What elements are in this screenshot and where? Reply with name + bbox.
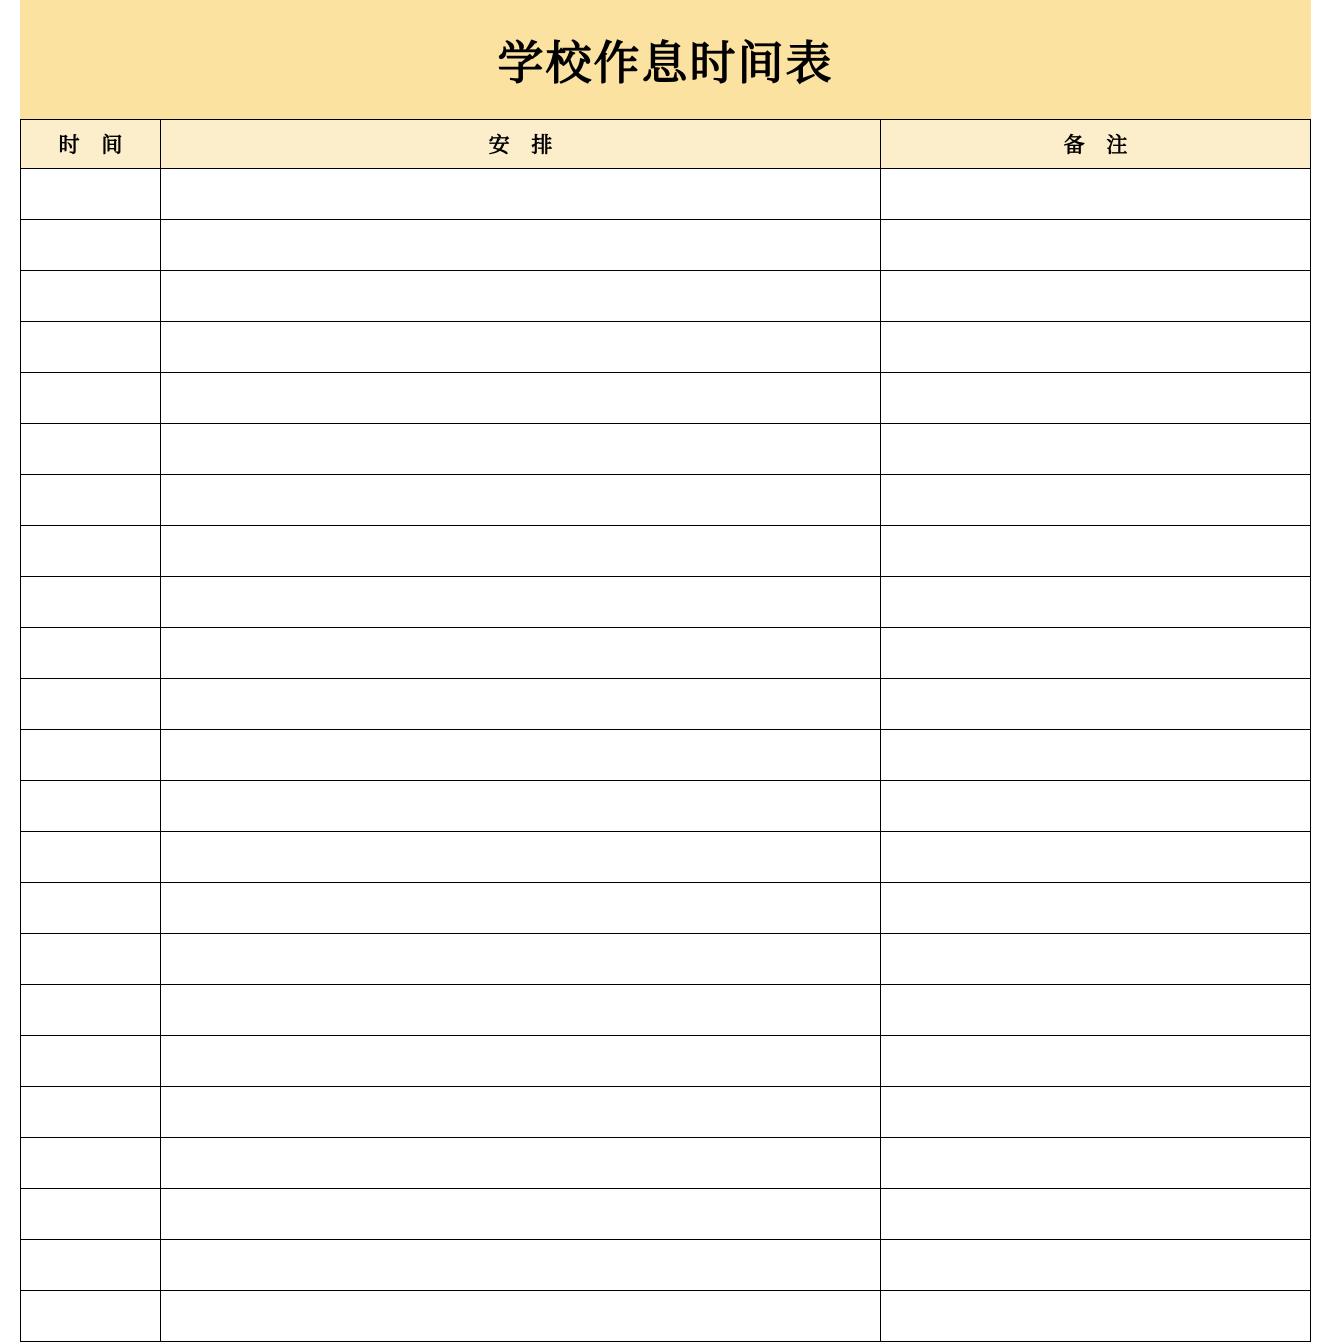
cell-plan[interactable] — [161, 475, 881, 526]
cell-time[interactable] — [21, 424, 161, 475]
cell-time[interactable] — [21, 781, 161, 832]
page-title: 学校作息时间表 — [21, 1, 1311, 120]
table-row — [21, 577, 1311, 628]
table-row — [21, 1291, 1311, 1342]
cell-plan[interactable] — [161, 679, 881, 730]
cell-note[interactable] — [881, 1291, 1311, 1342]
cell-time[interactable] — [21, 322, 161, 373]
cell-note[interactable] — [881, 781, 1311, 832]
cell-note[interactable] — [881, 679, 1311, 730]
cell-time[interactable] — [21, 271, 161, 322]
cell-note[interactable] — [881, 526, 1311, 577]
cell-time[interactable] — [21, 985, 161, 1036]
header-row — [21, 120, 1311, 169]
cell-plan[interactable] — [161, 832, 881, 883]
cell-note[interactable] — [881, 169, 1311, 220]
cell-note[interactable] — [881, 934, 1311, 985]
cell-note[interactable] — [881, 577, 1311, 628]
cell-plan[interactable] — [161, 985, 881, 1036]
cell-plan[interactable] — [161, 1240, 881, 1291]
cell-note[interactable] — [881, 628, 1311, 679]
timetable-body — [21, 1, 1311, 1342]
table-row — [21, 169, 1311, 220]
cell-plan[interactable] — [161, 1087, 881, 1138]
table-row — [21, 526, 1311, 577]
cell-note[interactable] — [881, 322, 1311, 373]
cell-plan[interactable] — [161, 271, 881, 322]
table-row — [21, 424, 1311, 475]
cell-plan[interactable] — [161, 322, 881, 373]
cell-plan[interactable] — [161, 220, 881, 271]
cell-time[interactable] — [21, 883, 161, 934]
cell-plan[interactable] — [161, 526, 881, 577]
cell-plan[interactable] — [161, 934, 881, 985]
table-row — [21, 475, 1311, 526]
cell-note[interactable] — [881, 1087, 1311, 1138]
cell-plan[interactable] — [161, 628, 881, 679]
cell-plan[interactable] — [161, 1291, 881, 1342]
table-row — [21, 1240, 1311, 1291]
cell-time[interactable] — [21, 373, 161, 424]
cell-plan[interactable] — [161, 1036, 881, 1087]
cell-time[interactable] — [21, 526, 161, 577]
cell-plan[interactable] — [161, 1189, 881, 1240]
cell-time[interactable] — [21, 1138, 161, 1189]
cell-note[interactable] — [881, 883, 1311, 934]
column-header-plan: 安 排 — [161, 120, 881, 169]
cell-note[interactable] — [881, 832, 1311, 883]
cell-note[interactable] — [881, 424, 1311, 475]
cell-plan[interactable] — [161, 1138, 881, 1189]
cell-plan[interactable] — [161, 730, 881, 781]
table-row — [21, 1138, 1311, 1189]
school-timetable — [20, 0, 1311, 1342]
cell-time[interactable] — [21, 934, 161, 985]
cell-note[interactable] — [881, 1240, 1311, 1291]
table-row — [21, 373, 1311, 424]
cell-plan[interactable] — [161, 577, 881, 628]
cell-plan[interactable] — [161, 781, 881, 832]
cell-note[interactable] — [881, 373, 1311, 424]
cell-plan[interactable] — [161, 424, 881, 475]
cell-time[interactable] — [21, 832, 161, 883]
cell-note[interactable] — [881, 1189, 1311, 1240]
table-row — [21, 220, 1311, 271]
table-row — [21, 271, 1311, 322]
cell-time[interactable] — [21, 628, 161, 679]
table-row — [21, 1087, 1311, 1138]
cell-note[interactable] — [881, 1036, 1311, 1087]
cell-time[interactable] — [21, 475, 161, 526]
cell-time[interactable] — [21, 220, 161, 271]
cell-time[interactable] — [21, 1036, 161, 1087]
cell-time[interactable] — [21, 1240, 161, 1291]
table-row — [21, 730, 1311, 781]
table-row — [21, 883, 1311, 934]
title-row — [21, 1, 1311, 120]
table-row — [21, 1189, 1311, 1240]
cell-plan[interactable] — [161, 883, 881, 934]
table-row — [21, 985, 1311, 1036]
column-header-note: 备 注 — [881, 120, 1311, 169]
cell-time[interactable] — [21, 730, 161, 781]
table-row — [21, 934, 1311, 985]
cell-note[interactable] — [881, 730, 1311, 781]
cell-time[interactable] — [21, 1189, 161, 1240]
cell-note[interactable] — [881, 985, 1311, 1036]
cell-note[interactable] — [881, 475, 1311, 526]
cell-note[interactable] — [881, 220, 1311, 271]
cell-time[interactable] — [21, 169, 161, 220]
cell-time[interactable] — [21, 1087, 161, 1138]
cell-note[interactable] — [881, 1138, 1311, 1189]
cell-time[interactable] — [21, 679, 161, 730]
cell-time[interactable] — [21, 1291, 161, 1342]
cell-note[interactable] — [881, 271, 1311, 322]
cell-time[interactable] — [21, 577, 161, 628]
table-row — [21, 679, 1311, 730]
column-header-time: 时 间 — [21, 120, 161, 169]
table-row — [21, 322, 1311, 373]
cell-plan[interactable] — [161, 373, 881, 424]
table-row — [21, 1036, 1311, 1087]
table-row — [21, 628, 1311, 679]
table-row — [21, 781, 1311, 832]
cell-plan[interactable] — [161, 169, 881, 220]
table-row — [21, 832, 1311, 883]
